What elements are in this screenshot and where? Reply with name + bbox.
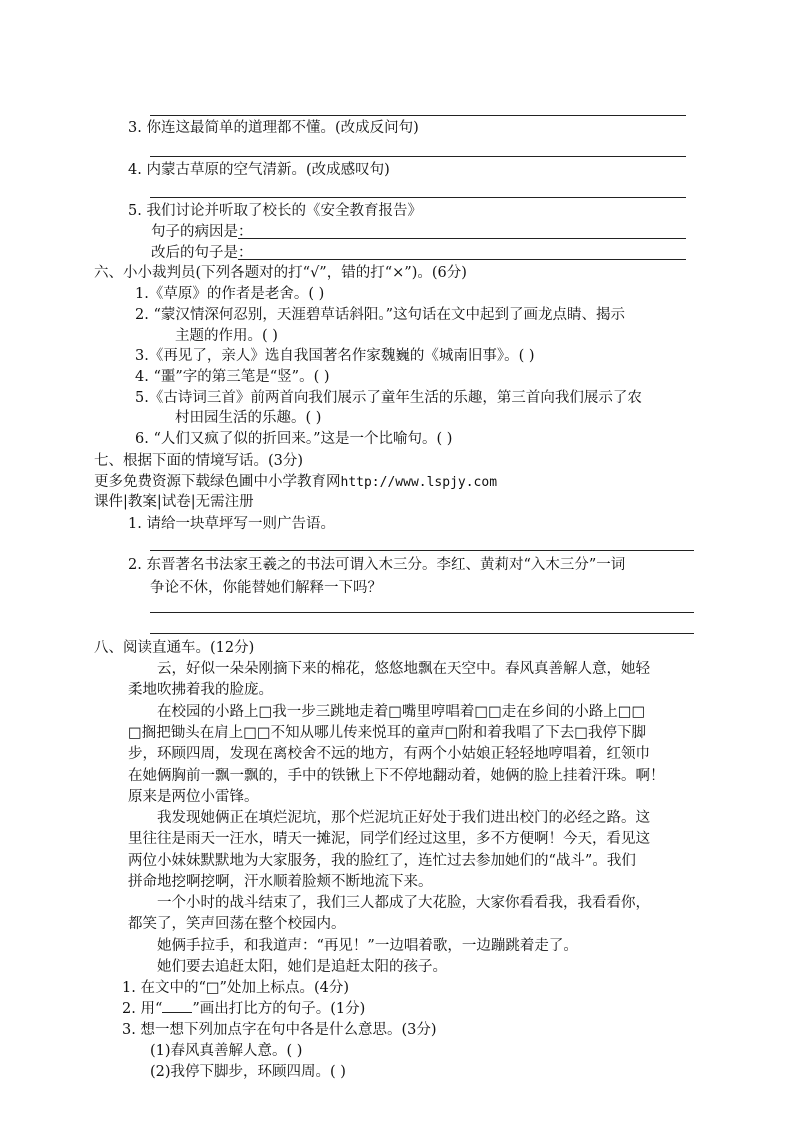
question-text: 4. 内蒙古草原的空气清新。(改成感叹句) <box>128 162 390 178</box>
question-text: 3.《再见了，亲人》选自我国著名作家魏巍的《城南旧事》。( ) <box>135 348 535 364</box>
fill-label: 句子的病因是： <box>151 224 253 240</box>
answer-line[interactable] <box>150 633 694 634</box>
passage-line: 云，好似一朵朵刚摘下来的棉花，悠悠地飘在天空中。春风真善解人意，她轻 <box>157 661 650 677</box>
ad-url[interactable]: http://www.lspjy.com <box>340 475 498 490</box>
passage-line: 她俩手拉手，和我道声：“再见！”一边唱着歌，一边蹦跳着走了。 <box>157 938 578 954</box>
ad-line: 课件|教案|试卷|无需注册 <box>94 494 254 510</box>
question-text: 3. 你连这最简单的道理都不懂。(改成反问句) <box>128 120 419 136</box>
question-text: 村田园生活的乐趣。( ) <box>175 410 322 426</box>
section-title: 七、根据下面的情境写话。(3分) <box>94 453 304 469</box>
question-text-part: ”画出打比方的句子。(1分) <box>192 1001 366 1017</box>
passage-line: 里往往是雨天一汪水，晴天一摊泥，同学们经过这里，多不方便啊！今天，看见这 <box>128 831 650 847</box>
passage-line: 原来是两位小雷锋。 <box>128 789 259 805</box>
question-text: 2. “蒙汉情深何忍别，天涯碧草话斜阳。”这句话在文中起到了画龙点睛、揭示 <box>135 307 626 323</box>
passage-line: 步，环顾四周，发现在离校舍不远的地方，有两个小姑娘正轻轻地哼唱着，红领巾 <box>128 746 650 762</box>
section-title: 六、小小裁判员(下列各题对的打“√”，错的打“×”)。(6分) <box>94 265 467 281</box>
sub-question: (2)我停下脚步，环顾四周。( ) <box>150 1064 346 1080</box>
passage-line: 拼命地挖啊挖啊，汗水顺着脸颊不断地流下来。 <box>128 874 433 890</box>
passage-line: 我发现她俩正在填烂泥坑，那个烂泥坑正好处于我们进出校门的必经之路。这 <box>157 810 650 826</box>
answer-line[interactable] <box>150 612 694 613</box>
question-text: 4. “噩”字的第三笔是“竖”。( ) <box>135 369 330 385</box>
passage-line: 在校园的小路上□我一步三跳地走着□嘴里哼唱着□□走在乡间的小路上□□ <box>157 704 646 720</box>
question-text-part: 2. 用“ <box>122 1001 163 1017</box>
passage-line: 一个小时的战斗结束了，我们三人都成了大花脸，大家你看看我，我看看你， <box>157 895 650 911</box>
answer-line[interactable] <box>150 550 694 551</box>
ad-line <box>94 472 497 493</box>
question-text: 6. “人们又疯了似的折回来。”这是一个比喻句。( ) <box>135 431 453 447</box>
passage-line: 她们要去追赶太阳，她们是追赶太阳的孩子。 <box>157 959 447 975</box>
question-text: 争论不休，你能替她们解释一下吗？ <box>150 580 382 596</box>
answer-line[interactable] <box>150 115 686 116</box>
ad-text: 更多免费资源下载绿色圃中小学教育网 <box>94 474 341 490</box>
question-text: 主题的作用。( ) <box>175 328 278 344</box>
passage-line: 柔地吹拂着我的脸庞。 <box>128 682 273 698</box>
question-text <box>122 999 365 1019</box>
question-text: 5.《古诗词三首》前两首向我们展示了童年生活的乐趣，第三首向我们展示了农 <box>135 390 642 406</box>
answer-line[interactable] <box>238 238 686 239</box>
question-text: 5. 我们讨论并听取了校长的《安全教育报告》 <box>128 203 422 219</box>
question-text: 1.《草原》的作者是老舍。( ) <box>135 286 325 302</box>
question-text: 2. 东晋著名书法家王羲之的书法可谓入木三分。李红、黄莉对“入木三分”一词 <box>128 557 626 573</box>
question-text: 3. 想一想下列加点字在句中各是什么意思。(3分) <box>122 1022 437 1038</box>
answer-line[interactable] <box>150 197 686 198</box>
passage-line: □搁把锄头在肩上□□不知从哪儿传来悦耳的童声□附和着我唱了下去□我停下脚 <box>128 725 646 741</box>
underline-sample <box>162 1000 192 1013</box>
passage-line: 在她俩胸前一飘一飘的，手中的铁锹上下不停地翻动着，她俩的脸上挂着汗珠。啊！ <box>128 768 665 784</box>
answer-line[interactable] <box>238 259 686 260</box>
question-text: 1. 请给一块草坪写一则广告语。 <box>128 516 335 532</box>
passage-line: 两位小妹妹默默地为大家服务，我的脸红了，连忙过去参加她们的“战斗”。我们 <box>128 853 636 869</box>
question-text: 1. 在文中的“□”处加上标点。(4分) <box>122 980 350 996</box>
section-title: 八、阅读直通车。(12分) <box>94 640 255 656</box>
sub-question: (1)春风真善解人意。( ) <box>150 1043 303 1059</box>
fill-label: 改后的句子是： <box>151 245 253 261</box>
answer-line[interactable] <box>150 156 686 157</box>
passage-line: 都笑了，笑声回荡在整个校园内。 <box>128 916 346 932</box>
